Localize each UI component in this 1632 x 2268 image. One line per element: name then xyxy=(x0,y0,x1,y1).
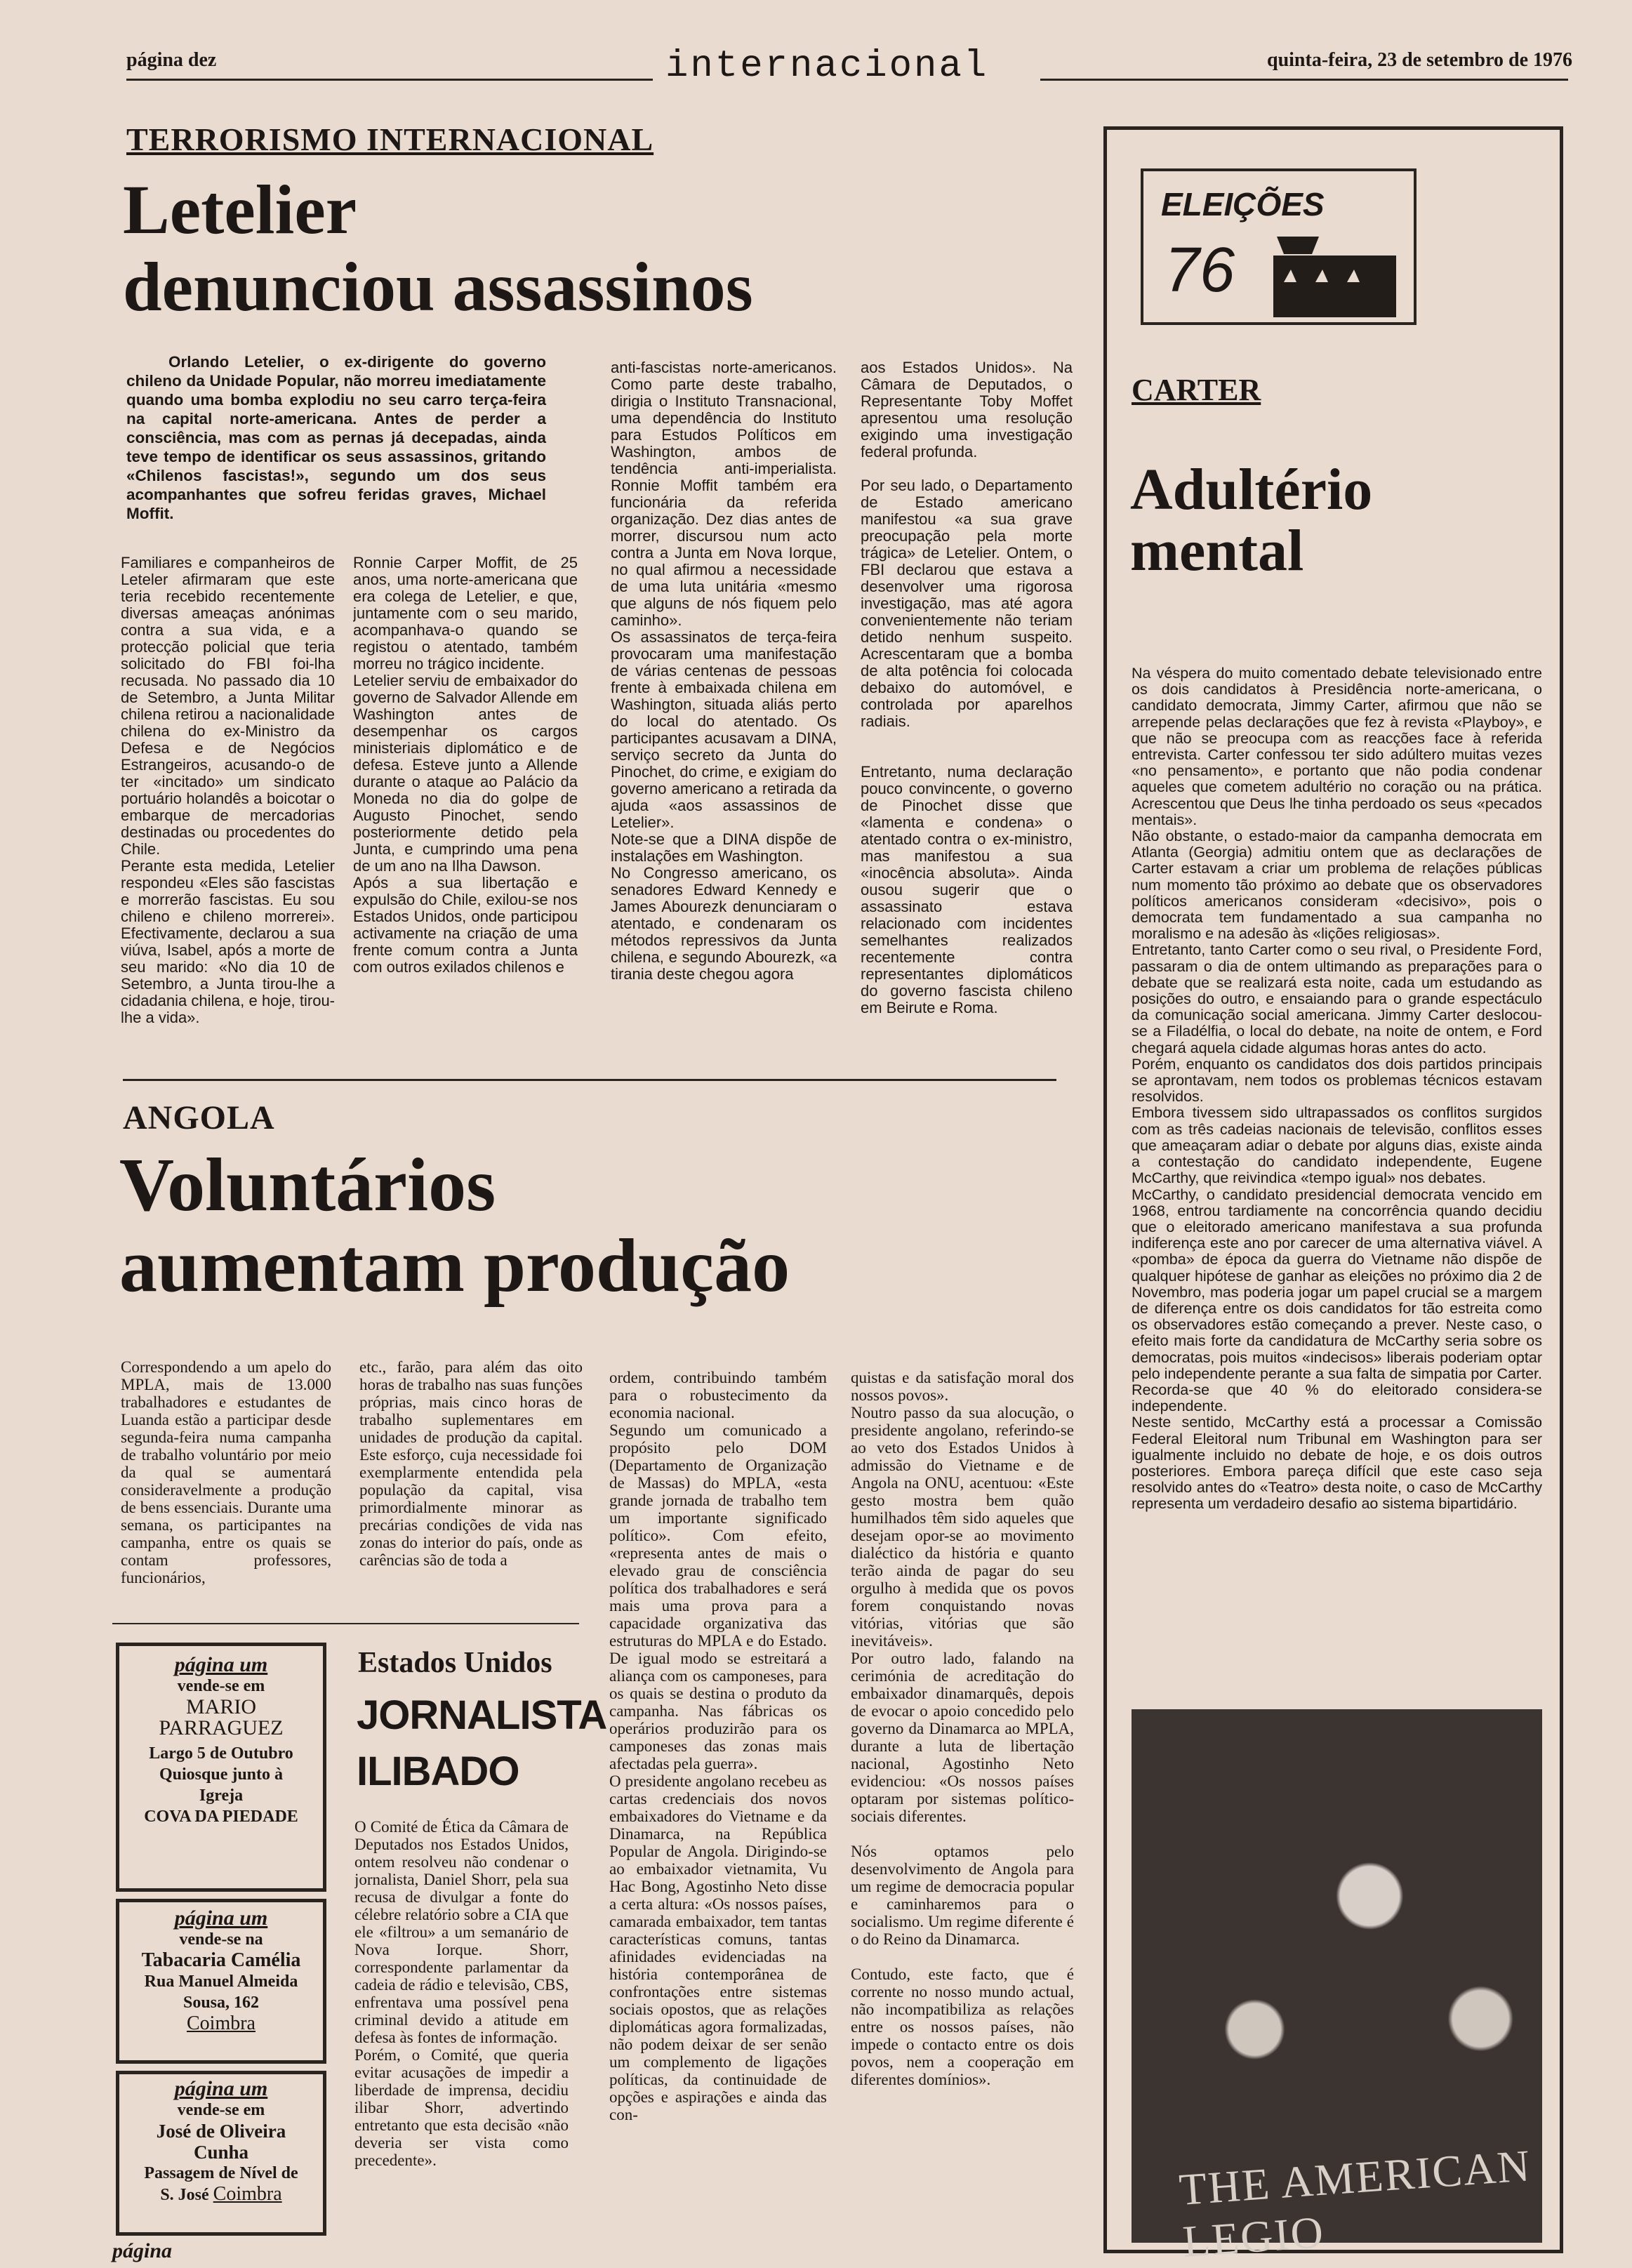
ad-2-line2: Tabacaria Camélia xyxy=(141,1949,301,1971)
article-divider xyxy=(123,1079,1056,1081)
logo-year: 76 xyxy=(1165,235,1235,305)
article1-title-line2: denunciou assassinos xyxy=(123,248,753,326)
article2-col1: Correspondendo a um apelo do MPLA, mais de 13.000 trabalhadores e estudantes de Luanda estão a participar desde segunda-feira numa campanha de trabalho voluntário por meio da qual se aumentará consideravelmente a produção de bens essenciais. Durante uma semana, os participantes na campanha, entre os quais se contam professores, funcionários, xyxy=(121,1358,331,1586)
ad-2-city: Coimbra xyxy=(187,2012,256,2034)
header-date: quinta-feira, 23 de setembro de 1976 xyxy=(1267,49,1572,71)
ad-box-3 xyxy=(116,2071,326,2236)
ad-2-line3: Rua Manuel Almeida xyxy=(144,1972,298,1991)
article2-col4: quistas e da satisfação moral dos nossos povos». Noutro passo da sua alocução, o presidente angolano, referindo-se ao veto dos Estados Unidos à admissão do Vietname e de Angola na ONU, acentuou: «Este gesto mostra bem quão humilhados têm sido aqueles que desejam opor-se ao movimento dialéctico da história e quanto terão ainda de pagar do seu orgulho à medida que os povos forem conquistando novas vitórias, vitórias que são inevitáveis». Por outro lado, falando na cerimónia de acreditação do embaixador dinamarquês, depois de evocar o apoio concedido pelo governo da Dinamarca ao MPLA, durante a luta de libertação nacional, Agostinho Neto evidenciou: «Os nossos países optaram por sistemas político-sociais diferentes. Nós optamos pelo desenvolvimento de Angola para um regime de democracia popular e caminharemos para o socialismo. Um regime diferente é o do Reino da Dinamarca. Contudo, este facto, que é corrente no nosso mundo actual, não incompatibiliza as relações entre os nossos países, não impede o contacto entre os dois povos, nem a cooperação em diferentes domínios». xyxy=(851,1369,1074,2088)
ad-box-2 xyxy=(116,1899,326,2064)
ad-box-1 xyxy=(116,1643,326,1892)
article2-col2: etc., farão, para além das oito horas de trabalho nas suas funções próprias, mais cinco horas de trabalho suplementares em unidades de produção da capital. Este esforço, cuja necessidade foi exemplarmente entendida pela população da capital, visa primordialmente minorar as precárias condições de vida nas zonas do interior do país, onde as carências são de toda a xyxy=(359,1358,583,1569)
article2-col3: ordem, contribuindo também para o robustecimento da economia nacional. Segundo um comunicado a propósito pelo DOM (Departamento de Organização de Massas) do MPLA, «esta grande jornada de trabalho tem um importante significado político». Com efeito, «representa antes de mais o elevado grau de consciência política dos trabalhadores e será mais uma prova para a capacidade organizativa das estruturas do MPLA e do Estado. De igual modo se estreitará a aliança com os camponeses, para os quais se destina o produto da campanha. Nas fábricas os operários produzirão para os camponeses das zonas mais afectadas pela guerra». O presidente angolano recebeu as cartas credenciais dos novos embaixadores do Vietname e da Dinamarca, na República Popular de Angola. Dirigindo-se ao embaixador vietnamita, Vu Hac Bong, Agostinho Neto disse a certa altura: «Os nossos países, camarada embaixador, tem tantas características comuns, tantas afinidades evidenciadas na história contemporânea de confrontações entre sistemas sociais opostos, que as relações diplomáticas agora formalizadas, não podem deixar de ser senão um complemento de ligações políticas, da continuidade de opções e aspirações e ainda das con- xyxy=(609,1369,827,2123)
ad-3-line1: vende-se em xyxy=(177,2101,265,2119)
ad-3-line5-city xyxy=(119,2184,323,2206)
section-title: internacional xyxy=(665,45,989,88)
header-rule-left xyxy=(126,79,653,81)
footer-fragment: página xyxy=(112,2239,173,2262)
sidebar-body: Na véspera do muito comentado debate televisionado entre os dois candidatos à Presidência norte-americana, o candidato democrata, Jimmy Carter, afirmou que não se arrepende pelas declarações que fez à revista «Playboy», e que não se preocupa com as reacções face à referida entrevista. Carter confessou ter sido adúltero muitas vezes «no pensamento», e portanto que não podia condenar aqueles que cometem adultério no coração ou na prática. Acrescentou que Deus lhe tinha perdoado os seus «pecados mentais». Não obstante, o estado-maior da campanha democrata em Atlanta (Georgia) admitiu ontem que as declarações de Carter estavam a criar um problema de relações públicas num momento tão próximo ao debate que os observadores políticos americanos consideram «decisivo», pois o democrata tem fundamentado a sua campanha no moralismo e na adesão às «lições religiosas». Entretanto, tanto Carter como o seu rival, o Presidente Ford, passaram o dia de ontem ultimando as preparações para o debate que se realizará esta noite, cada um estudando as posições do outro, e ensaiando para o grande espectáculo da comunicação social americana. Jimmy Carter deslocou-se a Filadélfia, o local do debate, na noite de ontem, e Ford chegará aquela cidade algumas horas antes do acto. Porém, enquanto os candidatos dos dois partidos principais se aprontavam, nem todos os problemas técnicos estavam resolvidos. Embora tivessem sido ultrapassados os conflitos surgidos com as três cadeias nacionais de televisão, conflitos esses que ameaçaram adiar o debate por alguns dias, existe ainda a contestação do candidato independente, Eugene McCarthy, que reivindica «tempo igual» nos debates. McCarthy, o candidato presidencial democrata vencido em 1968, entrou tardiamente na concorrência quando decidiu que o eleitorado americano manifestava a sua profunda indiferença este ano por carecer de uma alternativa viável. A «pomba» de época da guerra do Vietname não dispõe de qualquer hipótese de ganhar as eleições no próximo dia 2 de Novembro, mas poderia jogar um papel crucial se a margem de diferença entre os dois candidatos for tão estreita como os observadores estão começando a prever. Neste caso, o efeito mais forte da candidatura de McCarthy seria sobre os democratas, pois muitos «indecisos» liberais poderiam optar pelo independente perante a sua falta de simpatia por Carter. Recorda-se que 40 % do eleitorado considera-se independente. Neste sentido, McCarthy está a processar a Comissão Federal Eleitoral num Tribunal em Washington para ser igualmente incluido no debate de hoje, e os dois outros posteriores. Embora pareça difícil que este caso seja resolvido antes do «Teatro» desta noite, o caso de McCarthy representa um verdadeiro desafio ao sistema bipartidário. xyxy=(1132,665,1542,1513)
ad-1-line1: vende-se em xyxy=(177,1677,265,1695)
article1-col4: aos Estados Unidos». Na Câmara de Deputados, o Representante Toby Moffet apresentou uma resolução exigindo uma investigação federal profunda. Por seu lado, o Departamento de Estado americano manifestou «a sua grave preocupação pela morte trágica» de Letelier. Ontem, o FBI declarou que estava a desenvolver uma rigorosa investigação, mas até agora convenientemente não teriam detido nenhum suspeito. Acrescentaram que a bomba de alta potência foi colocada debaixo do automóvel, e controlada por aparelhos radiais. Entretanto, numa declaração pouco convincente, o governo de Pinochet disse que «lamenta e condena» o atentado contra o ex-ministro, mas manifestou a sua «inocência absoluta». Ainda ousou sugerir que o assassinato estava relacionado com incidentes semelhantes realizados recentemente contra representantes diplomáticos do governo fascista chileno em Beirute e Roma. xyxy=(861,359,1073,1016)
article2-title-line2: aumentam produção xyxy=(119,1224,790,1308)
header-left: página dez xyxy=(126,49,217,71)
ad-1-line3: PARRAGUEZ xyxy=(159,1716,284,1739)
article1-col1: Familiares e companheiros de Leteler afirmaram que este teria recebido recentemente diversas ameaças anónimas contra a sua vida, e a protecção policial que teria solicitado do FBI foi-lha recusada. No passado dia 10 de Setembro, a Junta Militar chilena retirou a nacionalidade chilena do ex-Ministro da Defesa e de Negócios Estrangeiros, acusando-o de ter «incitado» um sindicato portuário holandês a boicotar o embarque de mercadorias destinadas ou procedentes do Chile. Perante esta medida, Letelier respondeu «Eles são fascistas e morrerão fascistas. Eu sou chileno e chileno morrerei». Efectivamente, declarou a sua viúva, Isabel, após a morte de seu marido: «No dia 10 de Setembro, a Junta tirou-lhe a cidadania chilena, e hoje, tirou-lhe a vida». xyxy=(121,555,335,1026)
article1-lead: Orlando Letelier, o ex-dirigente do governo chileno da Unidade Popular, não morreu imediatamente quando uma bomba explodiu no seu carro terça-feira na capital norte-americana. Antes de perder a consciência, mas com as pernas já decepadas, ainda teve tempo de identificar os seus assassinos, gritando «Chilenos fascistas!», segundo um dos seus acompanhantes que sofreu feridas graves, Michael Moffit. xyxy=(126,353,546,522)
article3-title-line2: ILIBADO xyxy=(357,1749,519,1794)
header-rule-right xyxy=(1040,79,1568,81)
ad-2-line4: Sousa, 162 xyxy=(183,1994,260,2012)
sidebar-title-line2: mental xyxy=(1130,518,1304,583)
ads-divider xyxy=(112,1623,579,1624)
article3-title-line1: JORNALISTA xyxy=(357,1692,607,1738)
ad-1-line2: MARIO xyxy=(185,1695,256,1718)
ad-1-line6: Igreja xyxy=(199,1786,244,1805)
article1-col3: anti-fascistas norte-americanos. Como parte deste trabalho, dirigia o Instituto Transnacional, uma dependência do Instituto para Estudos Políticos em Washington, ambos de tendência anti-imperialista. Ronnie Moffit também era funcionária da referida organização. Dez dias antes de morrer, discursou num acto contra a Junta em Nova Iorque, no qual afirmou a necessidade de uma luta unitária «mesmo que alguns de nós fiquem pelo caminho». Os assassinatos de terça-feira provocaram uma manifestação de várias centenas de pessoas frente à embaixada chilena em Washington, situada aliás perto do local do atentado. Os participantes acusavam a DINA, serviço secreto da Junta do Pinochet, do crime, e exigiam do governo americano a retirada da ajuda «aos assassinos de Letelier». Note-se que a DINA dispõe de instalações em Washington. No Congresso americano, os senadores Edward Kennedy e James Abourezk denunciaram o atentado, e condenaram os métodos repressivos da Junta chilena, e segundo Abourezk, «a tirania deste chegou agora xyxy=(611,359,837,983)
ad-3-line3: Cunha xyxy=(193,2142,249,2163)
article3-kicker: Estados Unidos xyxy=(358,1647,552,1679)
ad-2-title: página um xyxy=(174,1906,268,1930)
elections-logo xyxy=(1141,168,1417,325)
logo-text: ELEIÇÕES xyxy=(1161,186,1325,223)
article1-kicker: TERRORISMO INTERNACIONAL xyxy=(126,121,654,157)
article2-title-line1: Voluntários xyxy=(119,1143,496,1227)
ballot-box-icon xyxy=(1270,234,1403,319)
article3-body: O Comité de Ética da Câmara de Deputados nos Estados Unidos, ontem resolveu não condenar o jornalista, Daniel Shorr, pela sua recusa de divulgar a fonte do célebre relatório sobre a CIA que ele «filtrou» a um semanário de Nova Iorque. Shorr, correspondente parlamentar da cadeia de rádio e televisão, CBS, enfrentava uma possível pena criminal devido a atitude em defesa às fontes de informação. Porém, o Comité, que queria evitar acusações de impedir a liberdade de imprensa, decidiu ilibar Shorr, advertindo entretanto que esta decisão «não deveria ser vista como precedente». xyxy=(354,1818,569,2169)
ad-3-line5: S. José xyxy=(160,2186,209,2204)
ad-3-line2: José de Oliveira xyxy=(156,2121,286,2142)
article2-kicker: ANGOLA xyxy=(123,1099,275,1136)
carter-photo xyxy=(1132,1709,1542,2267)
ad-1-line7: COVA DA PIEDADE xyxy=(144,1808,298,1826)
sidebar-title-line1: Adultério xyxy=(1130,457,1373,522)
ad-1-line5: Quiosque junto à xyxy=(159,1765,284,1784)
ad-1-title: página um xyxy=(174,1653,268,1676)
ad-3-city: Coimbra xyxy=(213,2183,282,2205)
ad-3-line4: Passagem de Nível de xyxy=(144,2164,298,2182)
ad-2-line1: vende-se na xyxy=(179,1930,263,1949)
article1-title-line1: Letelier xyxy=(123,171,357,248)
photo-banner-text: THE AMERICAN LEGIO xyxy=(1177,2140,1533,2267)
article1-col2: Ronnie Carper Moffit, de 25 anos, uma norte-americana que era colega de Letelier, e que, juntamente com o seu marido, acompanhava-o quando se registou o atentado, também morreu no trágico incidente. Letelier serviu de embaixador do governo de Salvador Allende em Washington antes de desempenhar os cargos ministeriais diplomático e de defesa. Esteve junto a Allende durante o ataque ao Palácio da Moneda no dia do golpe de Augusto Pinochet, sendo posteriormente detido pela Junta, e cumprindo uma pena de um ano na Ilha Dawson. Após a sua libertação e expulsão do Chile, exilou-se nos Estados Unidos, onde participou activamente na criação de uma frente comum contra a Junta com outros exilados chilenos e xyxy=(353,555,578,976)
ad-3-title: página um xyxy=(174,2077,268,2100)
sidebar-kicker: CARTER xyxy=(1132,373,1261,407)
ad-1-line4: Largo 5 de Outubro xyxy=(149,1744,293,1763)
